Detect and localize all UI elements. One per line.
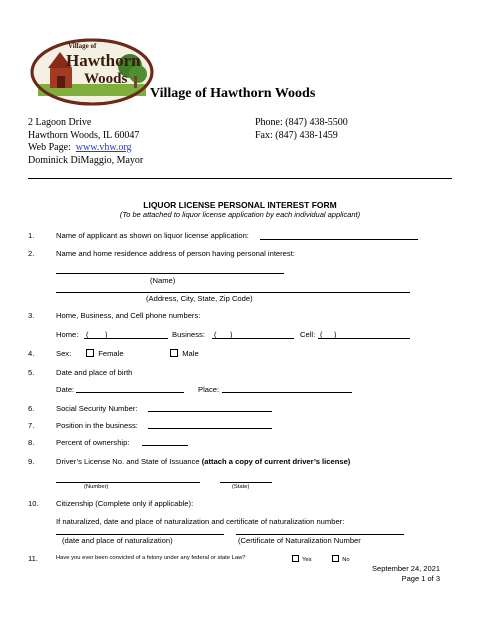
q11-number: 11. [28, 554, 38, 563]
q11-yes-option[interactable] [292, 555, 312, 563]
q10-cert-caption: (Certificate of Naturalization Number [238, 536, 361, 545]
male-label: Male [182, 349, 199, 358]
q2-name-line[interactable] [56, 273, 284, 274]
q5-label: Date and place of birth [56, 368, 133, 377]
q8-label: Percent of ownership: [56, 438, 130, 447]
q4-label: Sex: [56, 349, 72, 358]
no-label: No [342, 557, 350, 563]
q10-date-line[interactable] [56, 534, 224, 535]
q7-input-line[interactable] [148, 428, 272, 429]
address-line-1: 2 Lagoon Drive [28, 117, 92, 128]
q7-number: 7. [28, 421, 35, 430]
page-title: Village of Hawthorn Woods [150, 86, 316, 101]
logo-text-woods: Woods [84, 71, 128, 87]
q2-address-line[interactable] [56, 292, 410, 293]
logo-text-hawthorn: Hawthorn [66, 51, 141, 70]
q11-no-option[interactable] [332, 555, 350, 563]
q7-label: Position in the business: [56, 421, 138, 430]
q6-number: 6. [28, 404, 35, 413]
q5-place-line[interactable] [222, 392, 352, 393]
phone-line: Phone: (847) 438-5500 [255, 117, 348, 128]
no-checkbox[interactable] [332, 555, 339, 562]
q6-label: Social Security Number: [56, 404, 138, 413]
q3-business-line[interactable] [212, 338, 294, 339]
q10-date-caption: (date and place of naturalization) [62, 536, 173, 545]
q9-state-line[interactable] [220, 482, 272, 483]
q10-label-2: If naturalized, date and place of naturalization and certificate of naturalization number: [56, 517, 345, 526]
q1-input-line[interactable] [260, 239, 418, 240]
address-block [28, 117, 143, 167]
q9-label [56, 457, 350, 466]
q9-number-line[interactable] [56, 482, 200, 483]
mayor-line: Dominick DiMaggio, Mayor [28, 154, 144, 166]
web-label: Web Page: [28, 142, 71, 153]
q3-cell-paren-open: ( [320, 330, 323, 339]
footer-page: Page 1 of 3 [401, 574, 440, 583]
q3-business-label: Business: [172, 330, 205, 339]
q3-home-paren-open: ( [86, 330, 89, 339]
q3-business-paren-close: ) [230, 330, 233, 339]
q10-cert-line[interactable] [236, 534, 404, 535]
q2-name-caption: (Name) [150, 276, 176, 285]
q3-business-paren-open: ( [214, 330, 217, 339]
q5-number: 5. [28, 368, 35, 377]
q5-date-label: Date: [56, 385, 75, 394]
q1-label: Name of applicant as shown on liquor license application: [56, 231, 249, 240]
q3-home-line[interactable] [84, 338, 168, 339]
q11-label: Have you ever been convicted of a felony under any federal or state Law? [56, 555, 246, 561]
contact-block [255, 117, 348, 142]
q6-input-line[interactable] [148, 411, 272, 412]
female-label: Female [98, 349, 124, 358]
form-title: LIQUOR LICENSE PERSONAL INTEREST FORM [143, 200, 337, 210]
male-checkbox[interactable] [170, 349, 178, 357]
q3-number: 3. [28, 311, 35, 320]
q10-number: 10. [28, 499, 39, 508]
q4-female-option[interactable] [86, 349, 124, 358]
header-divider [28, 178, 452, 179]
q5-date-line[interactable] [76, 392, 184, 393]
village-logo [30, 38, 154, 106]
q2-label: Name and home residence address of person having personal interest: [56, 249, 295, 258]
address-line-2: Hawthorn Woods, IL 60047 [28, 129, 140, 141]
q3-cell-paren-close: ) [334, 330, 337, 339]
form-subtitle: (To be attached to liquor license application by each individual applicant) [119, 210, 361, 219]
female-checkbox[interactable] [86, 349, 94, 357]
q2-number: 2. [28, 249, 35, 258]
q9-label-text: Driver’s License No. and State of Issuance [56, 457, 202, 466]
web-link[interactable]: www.vhw.org [75, 142, 132, 153]
q9-number-caption: (Number) [84, 484, 109, 490]
footer-date: September 24, 2021 [372, 564, 440, 573]
yes-label: Yes [302, 557, 312, 563]
logo-text-village-of: Village of [68, 42, 97, 50]
yes-checkbox[interactable] [292, 555, 299, 562]
q4-number: 4. [28, 349, 35, 358]
q9-state-caption: (State) [232, 484, 250, 490]
q9-number: 9. [28, 457, 35, 466]
fax-line: Fax: (847) 438-1459 [255, 129, 338, 141]
web-page-line [28, 142, 143, 155]
q2-address-caption: (Address, City, State, Zip Code) [146, 294, 253, 303]
q5-place-label: Place: [198, 385, 220, 394]
q3-home-paren-close: ) [105, 330, 108, 339]
q3-home-label: Home: [56, 330, 79, 339]
q3-label: Home, Business, and Cell phone numbers: [56, 311, 201, 320]
q3-cell-label: Cell: [300, 330, 316, 339]
q4-male-option[interactable] [170, 349, 199, 358]
q3-cell-line[interactable] [318, 338, 410, 339]
q1-number: 1. [28, 231, 35, 240]
q8-number: 8. [28, 438, 35, 447]
q9-label-bold: (attach a copy of current driver’s license) [201, 457, 351, 466]
q10-label: Citizenship (Complete only if applicable): [56, 499, 194, 508]
q8-input-line[interactable] [142, 445, 188, 446]
